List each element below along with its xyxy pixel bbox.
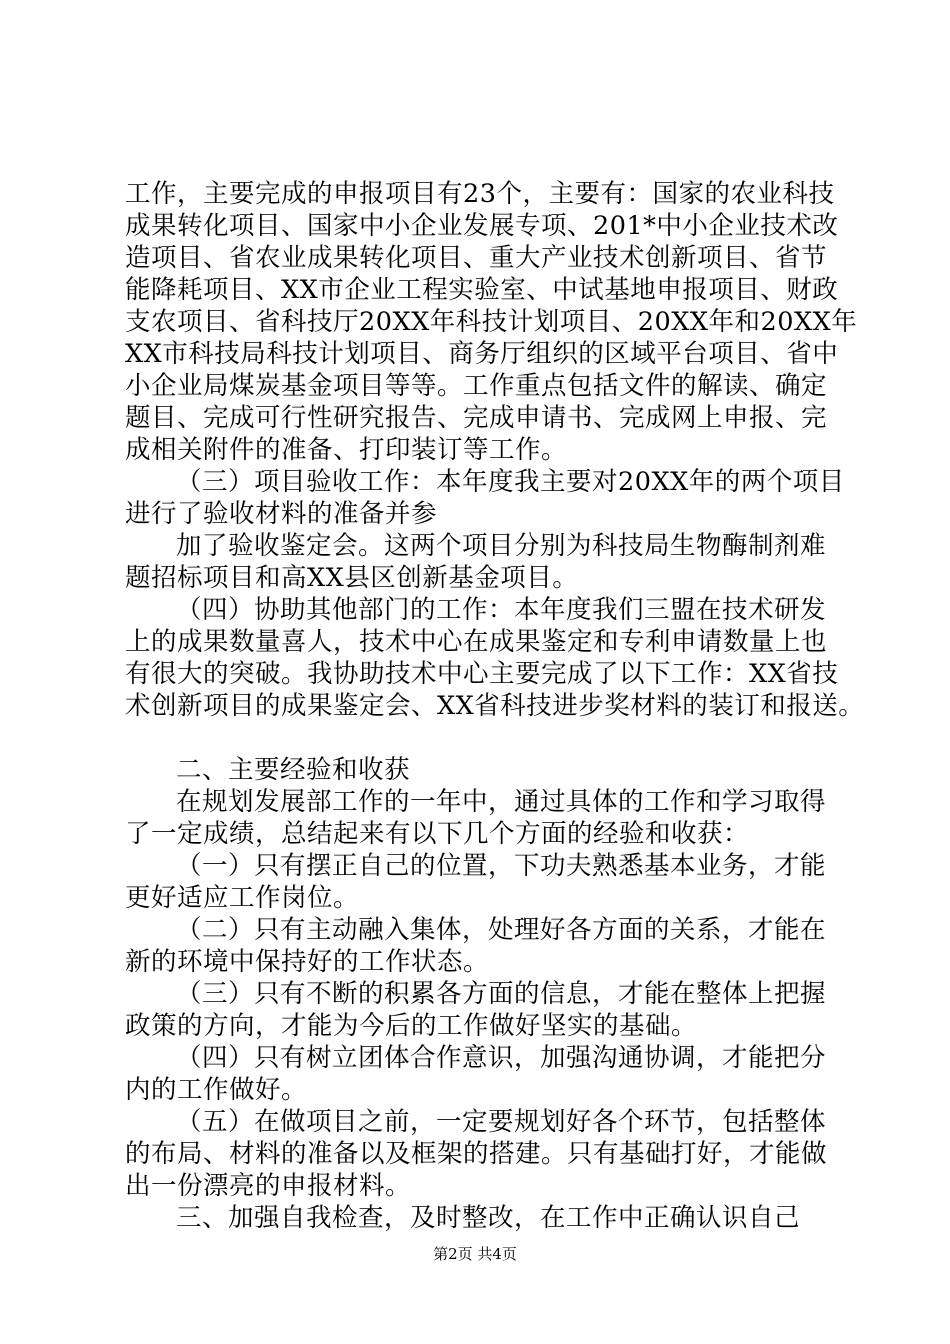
text-line: 小企业局煤炭基金项目等等。工作重点包括文件的解读、确定 [125, 371, 828, 401]
text-line: （四）协助其他部门的工作：本年度我们三盟在技术研发 [176, 595, 827, 625]
text-line: 支农项目、省科技厅20XX年科技计划项目、20XX年和20XX年 [125, 307, 858, 337]
text-line: 造项目、省农业成果转化项目、重大产业技术创新项目、省节 [125, 243, 828, 273]
text-line: 内的工作做好。 [125, 1075, 308, 1105]
section-heading: 三、加强自我检查，及时整改，在工作中正确认识自己 [176, 1203, 801, 1233]
text-line: 题目、完成可行性研究报告、完成申请书、完成网上申报、完 [125, 403, 828, 433]
text-line: 成果转化项目、国家中小企业发展专项、201*中小企业技术改 [125, 211, 839, 241]
text-line: 有很大的突破。我协助技术中心主要完成了以下工作：XX省技 [125, 659, 839, 689]
text-line: 更好适应工作岗位。 [125, 883, 360, 913]
text-line: 了一定成绩，总结起来有以下几个方面的经验和收获： [125, 819, 750, 849]
text-line: 工作，主要完成的申报项目有23个，主要有：国家的农业科技 [125, 179, 835, 209]
section-heading: 二、主要经验和收获 [176, 755, 411, 785]
text-line: 上的成果数量喜人，技术中心在成果鉴定和专利申请数量上也 [125, 627, 828, 657]
text-line: （三）只有不断的积累各方面的信息，才能在整体上把握 [176, 979, 827, 1009]
page-number-footer: 第2页 共4页 [433, 1245, 517, 1263]
text-line: （二）只有主动融入集体，处理好各方面的关系，才能在 [176, 915, 827, 945]
text-line: 的布局、材料的准备以及框架的搭建。只有基础打好，才能做 [125, 1139, 828, 1169]
text-line: 能降耗项目、XX市企业工程实验室、中试基地申报项目、财政 [125, 275, 839, 305]
text-line: 在规划发展部工作的一年中，通过具体的工作和学习取得 [176, 787, 827, 817]
text-line: 政策的方向，才能为今后的工作做好坚实的基础。 [125, 1011, 698, 1041]
text-line: 成相关附件的准备、打印装订等工作。 [125, 435, 568, 465]
text-line: XX市科技局科技计划项目、商务厅组织的区域平台项目、省中 [125, 339, 839, 369]
text-line: 进行了验收材料的准备并参 [125, 499, 438, 529]
text-line: 新的环境中保持好的工作状态。 [125, 947, 490, 977]
text-line: 加了验收鉴定会。这两个项目分别为科技局生物酶制剂难 [176, 531, 827, 561]
text-line: 出一份漂亮的申报材料。 [125, 1171, 412, 1201]
text-line: （四）只有树立团体合作意识，加强沟通协调，才能把分 [176, 1043, 827, 1073]
text-line: （一）只有摆正自己的位置，下功夫熟悉基本业务，才能 [176, 851, 827, 881]
text-line: 题招标项目和高XX县区创新基金项目。 [125, 563, 579, 593]
text-line: （五）在做项目之前，一定要规划好各个环节，包括整体 [176, 1107, 827, 1137]
text-line: （三）项目验收工作：本年度我主要对20XX年的两个项目 [176, 467, 845, 497]
text-line: 术创新项目的成果鉴定会、XX省科技进步奖材料的装订和报送。 [125, 691, 865, 721]
